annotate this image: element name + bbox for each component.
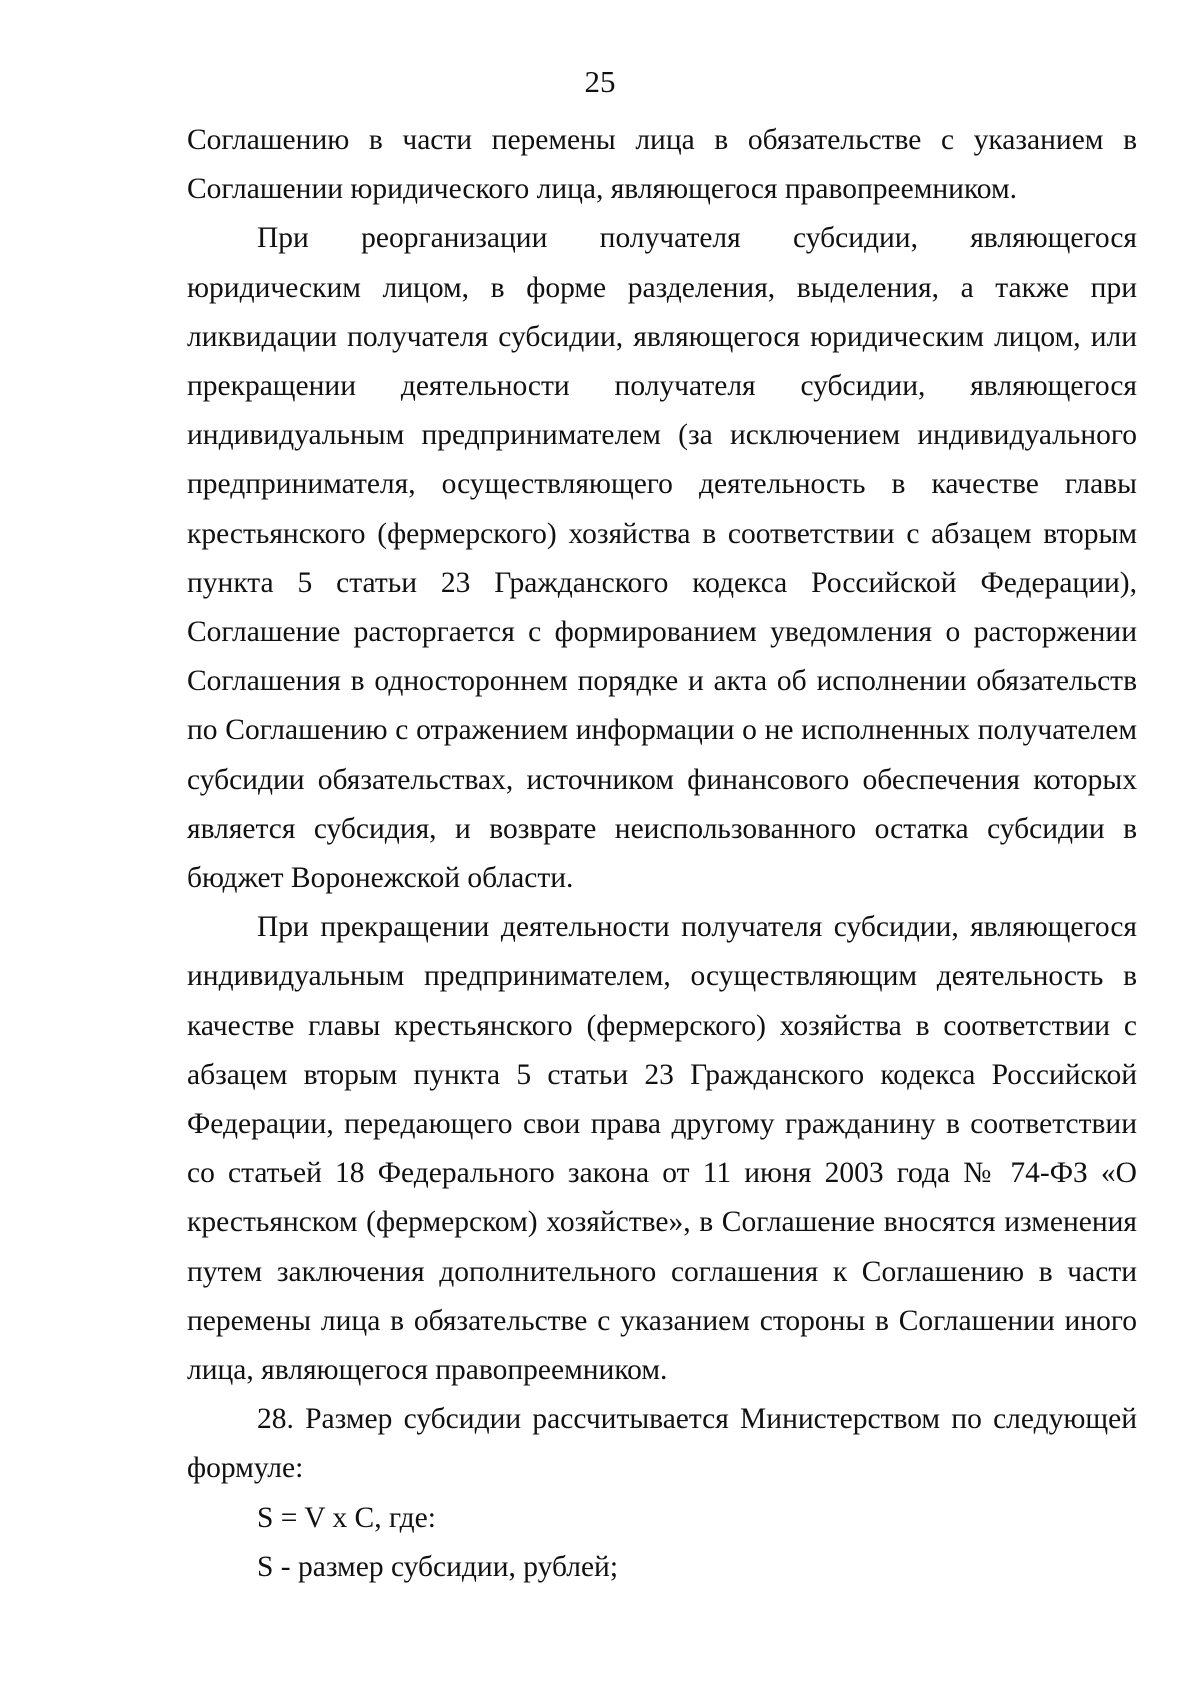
formula-line: S = V x C, где: xyxy=(257,1501,436,1534)
formula-definition-line: S - размер субсидии, рублей; xyxy=(257,1550,619,1583)
page-number: 25 xyxy=(584,64,616,99)
paragraph-subsidy-size: 28. Размер субсидии рассчитывается Министерством по следующей формуле: xyxy=(187,1403,1137,1485)
document-body xyxy=(187,116,1137,1592)
paragraph-reorganization: При реорганизации получателя субсидии, являющегося юридическим лицом, в форме разделения, выделения, а также при ликвидации получателя субсидии, являющегося юридическим лицом, или прекращении деятельности получателя субсидии, являющегося индивидуальным предпринимателем (за исключением индивидуального предпринимателя, осуществляющего деятельность в качестве главы крестьянского (фермерского) хозяйства в соответствии с абзацем вторым пункта 5 статьи 23 Гражданского кодекса Российской Федерации), Соглашение расторгается с формированием уведомления о расторжении Соглашения в одностороннем порядке и акта об исполнении обязательств по Соглашению с отражением информации о не исполненных получателем субсидии обязательствах, источником финансового обеспечения которых является субсидия, и возврате неиспользованного остатка субсидии в бюджет Воронежской области. xyxy=(187,222,1137,895)
paragraph-continuation: Соглашению в части перемены лица в обязательстве с указанием в Соглашении юридического лица, являющегося правопреемником. xyxy=(187,124,1137,206)
paragraph-termination: При прекращении деятельности получателя субсидии, являющегося индивидуальным предпринимателем, осуществляющим деятельность в качестве главы крестьянского (фермерского) хозяйства в соответствии с абзацем вторым пункта 5 статьи 23 Гражданского кодекса Российской Федерации, передающего свои права другому гражданину в соответствии со статьей 18 Федерального закона от 11 июня 2003 года № 74-ФЗ «О крестьянском (фермерском) хозяйстве», в Соглашение вносятся изменения путем заключения дополнительного соглашения к Соглашению в части перемены лица в обязательстве с указанием стороны в Соглашении иного лица, являющегося правопреемником. xyxy=(187,911,1137,1387)
